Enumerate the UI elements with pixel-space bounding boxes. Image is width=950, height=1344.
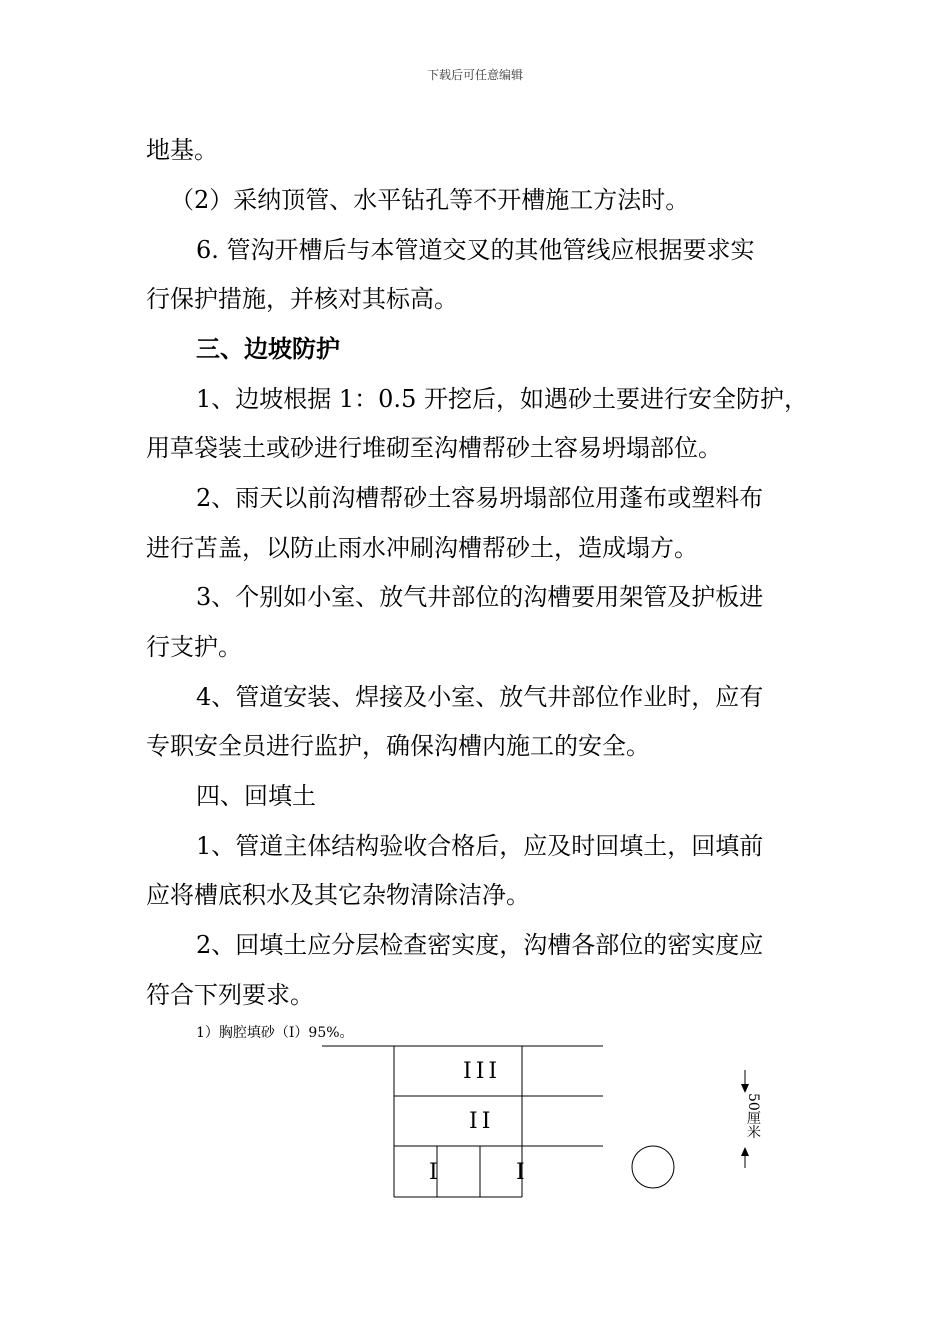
paragraph-line: 3、个别如小室、放气井部位的沟槽要用架管及护板进 (196, 583, 764, 611)
paragraph-line: 进行苫盖，以防止雨水冲刷沟槽帮砂土，造成塌方。 (146, 534, 698, 562)
paragraph-line: 行支护。 (146, 633, 242, 661)
paragraph-line: 1、边坡根据 1：0.5 开挖后，如遇砂土要进行安全防护， (196, 385, 808, 413)
paragraph-line: 用草袋装土或砂进行堆砌至沟槽帮砂土容易坍塌部位。 (146, 434, 722, 462)
section-heading: 三、边坡防护 (196, 334, 340, 363)
pipe-circle (632, 1146, 674, 1188)
dimension-arrow-up-icon (741, 1147, 749, 1156)
paragraph-line: 专职安全员进行监护，确保沟槽内施工的安全。 (146, 732, 650, 760)
zone-label-ii: II (469, 1109, 495, 1134)
page-header: 下载后可任意编辑 (426, 68, 523, 82)
paragraph-line: 6. 管沟开槽后与本管道交叉的其他管线应根据要求实 (196, 236, 755, 264)
diagram-caption: 1）胸腔填砂（I）95%。 (196, 1025, 354, 1041)
zone-label-i-left: I (429, 1160, 442, 1185)
paragraph-line: 2、雨天以前沟槽帮砂土容易坍塌部位用蓬布或塑料布 (196, 484, 764, 512)
zone-label-i-right: I (516, 1160, 529, 1185)
paragraph-line: 符合下列要求。 (146, 981, 314, 1009)
paragraph-line: 应将槽底积水及其它杂物清除洁净。 (146, 881, 530, 909)
dimension-label: 50厘米 (745, 1093, 761, 1139)
paragraph-line: （2）采纳顶管、水平钻孔等不开槽施工方法时。 (170, 186, 690, 214)
paragraph-line: 地基。 (146, 136, 218, 164)
paragraph-line: 行保护措施，并核对其标高。 (146, 285, 458, 313)
paragraph-line: 1、管道主体结构验收合格后，应及时回填土，回填前 (196, 832, 764, 860)
section-heading: 四、回填土 (196, 782, 316, 810)
dimension-arrow-down-icon (741, 1084, 749, 1093)
paragraph-line: 2、回填土应分层检查密实度，沟槽各部位的密实度应 (196, 931, 764, 959)
zone-label-iii: III (463, 1059, 502, 1084)
paragraph-line: 4、管道安装、焊接及小室、放气井部位作业时，应有 (196, 683, 764, 711)
